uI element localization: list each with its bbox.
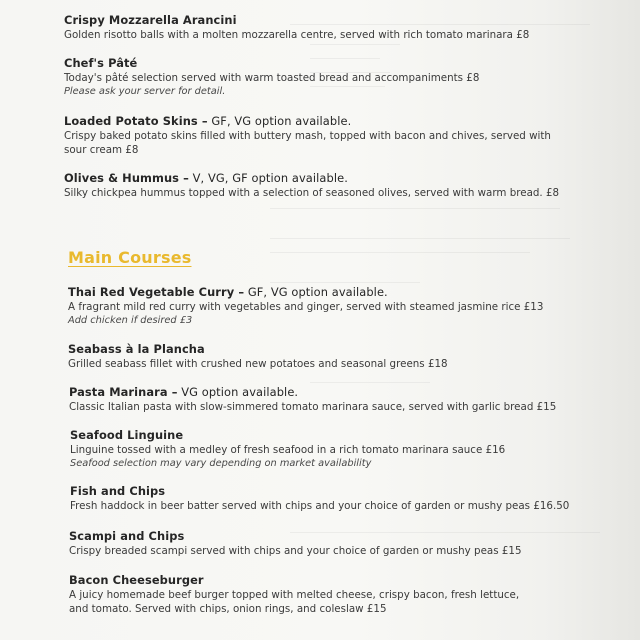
dish-name: Olives & Hummus – V, VG, GF option available. [64, 171, 348, 185]
dish-name: Pasta Marinara – VG option available. [69, 385, 299, 399]
dish-name: Fish and Chips [70, 484, 166, 498]
dietary-options: VG option available. [177, 385, 299, 399]
dietary-options: V, VG, GF option available. [188, 171, 348, 185]
dish-description: Grilled seabass fillet with crushed new potatoes and seasonal greens £18 [68, 358, 448, 370]
section-title-main-courses: Main Courses [68, 248, 192, 267]
dish-name: Loaded Potato Skins – GF, VG option available. [64, 114, 352, 128]
dish-note: Add chicken if desired £3 [68, 314, 193, 326]
menu-item [64, 114, 558, 157]
dish-description: Crispy breaded scampi served with chips and your choice of garden or mushy peas £15 [69, 545, 522, 557]
dish-name: Bacon Cheeseburger [69, 573, 204, 587]
dish-note: Please ask your server for detail. [64, 85, 226, 97]
dish-name: Chef's Pâté [64, 56, 138, 70]
menu-item [64, 171, 640, 201]
dish-description: Silky chickpea hummus topped with a selection of seasoned olives, served with warm bread. £8 [64, 187, 560, 199]
menu-item [68, 342, 640, 372]
dietary-options: GF, VG option available. [207, 114, 352, 128]
dietary-options: GF, VG option available. [244, 285, 388, 299]
dish-description: Golden risotto balls with a molten mozzarella centre, served with rich tomato marinara £8 [64, 29, 530, 41]
menu-item [69, 385, 640, 415]
menu-item [64, 13, 640, 43]
menu-item [69, 573, 539, 616]
dish-description: Classic Italian pasta with slow-simmered tomato marinara sauce, served with garlic bread £15 [69, 401, 557, 413]
dish-name: Seafood Linguine [70, 428, 184, 442]
dish-description: Today's pâté selection served with warm toasted bread and accompaniments £8 [64, 72, 480, 84]
menu-item [68, 285, 640, 327]
dish-name: Scampi and Chips [69, 529, 185, 543]
dish-note: Seafood selection may vary depending on market availability [70, 457, 372, 469]
dish-name: Seabass à la Plancha [68, 342, 205, 356]
dish-description: A juicy homemade beef burger topped with melted cheese, crispy bacon, fresh lettuce, and tomato. Served with chips, onion rings, and coleslaw £15 [69, 589, 520, 615]
dish-name: Crispy Mozzarella Arancini [64, 13, 237, 27]
dish-description: A fragrant mild red curry with vegetables and ginger, served with steamed jasmine rice £13 [68, 301, 544, 313]
menu-item [70, 484, 640, 514]
dish-description: Linguine tossed with a medley of fresh seafood in a rich tomato marinara sauce £16 [70, 444, 506, 456]
menu-item [70, 428, 640, 470]
menu-item [64, 56, 640, 98]
dish-name: Thai Red Vegetable Curry – GF, VG option available. [68, 285, 388, 299]
menu-item [69, 529, 640, 559]
dish-description: Crispy baked potato skins filled with buttery mash, topped with bacon and chives, served with sour cream £8 [64, 130, 551, 156]
dish-description: Fresh haddock in beer batter served with chips and your choice of garden or mushy peas £16.50 [70, 500, 570, 512]
